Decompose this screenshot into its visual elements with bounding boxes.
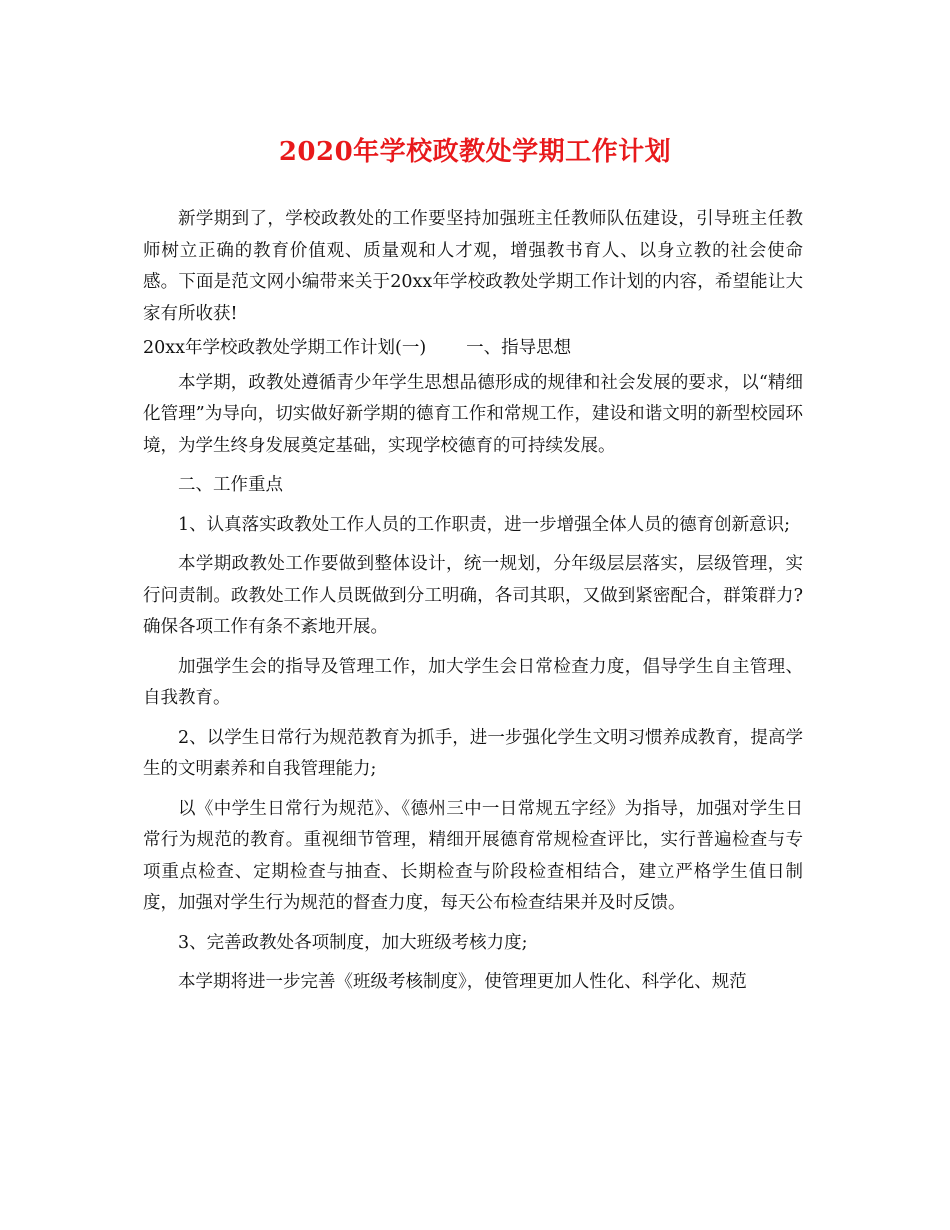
work-item-2-paragraph-a: 以《中学生日常行为规范》、《德州三中一日常规五字经》为指导，加强对学生日常行为规范的教育。重视细节管理，精细开展德育常规检查评比，实行普遍检查与专项重点检查、定期检查与抽查、长期检查与阶段检查相结合，建立严格学生值日制度，加强对学生行为规范的督查力度，每天公布检查结果并及时反馈。 <box>143 798 803 913</box>
work-item-3-paragraph-a: 本学期将进一步完善《班级考核制度》，使管理更加人性化、科学化、规范 <box>178 972 747 992</box>
work-item-1-paragraph-b: 加强学生会的指导及管理工作，加大学生会日常检查力度，倡导学生自主管理、自我教育。 <box>143 656 803 708</box>
work-item-3: 3、完善政教处各项制度，加大班级考核力度; <box>178 932 528 953</box>
heading-work-focus: 二、工作重点 <box>178 475 283 495</box>
document-title: 2020年学校政教处学期工作计划 <box>278 137 672 167</box>
work-item-1-paragraph-a: 本学期政教处工作要做到整体设计，统一规划，分年级层层落实，层级管理，实行问责制。政教处工作人员既做到分工明确，各司其职，又做到紧密配合，群策群力?确保各项工作有条不紊地开展。 <box>143 554 803 637</box>
document-body <box>143 204 803 999</box>
section-heading: 20xx年学校政教处学期工作计划(一) <box>143 338 427 358</box>
section-heading-line <box>143 333 803 365</box>
guiding-paragraph: 本学期，政教处遵循青少年学生思想品德形成的规律和社会发展的要求，以“精细化管理”为导向，切实做好新学期的德育工作和常规工作，建设和谐文明的新型校园环境，为学生终身发展奠定基础，实现学校德育的可持续发展。 <box>143 372 803 456</box>
work-item-1: 1、认真落实政教处工作人员的工作职责，进一步增强全体人员的德育创新意识; <box>178 514 791 535</box>
heading-guiding-ideology: 一、指导思想 <box>466 338 572 358</box>
intro-paragraph: 新学期到了，学校政教处的工作要坚持加强班主任教师队伍建设，引导班主任教师树立正确的教育价值观、质量观和人才观，增强教书育人、以身立教的社会使命感。下面是范文网小编带来关于20xx年学校政教处学期工作计划的内容，希望能让大家有所收获! <box>143 209 803 324</box>
work-item-2: 2、以学生日常行为规范教育为抓手，进一步强化学生文明习惯养成教育，提高学生的文明素养和自我管理能力; <box>143 727 803 779</box>
